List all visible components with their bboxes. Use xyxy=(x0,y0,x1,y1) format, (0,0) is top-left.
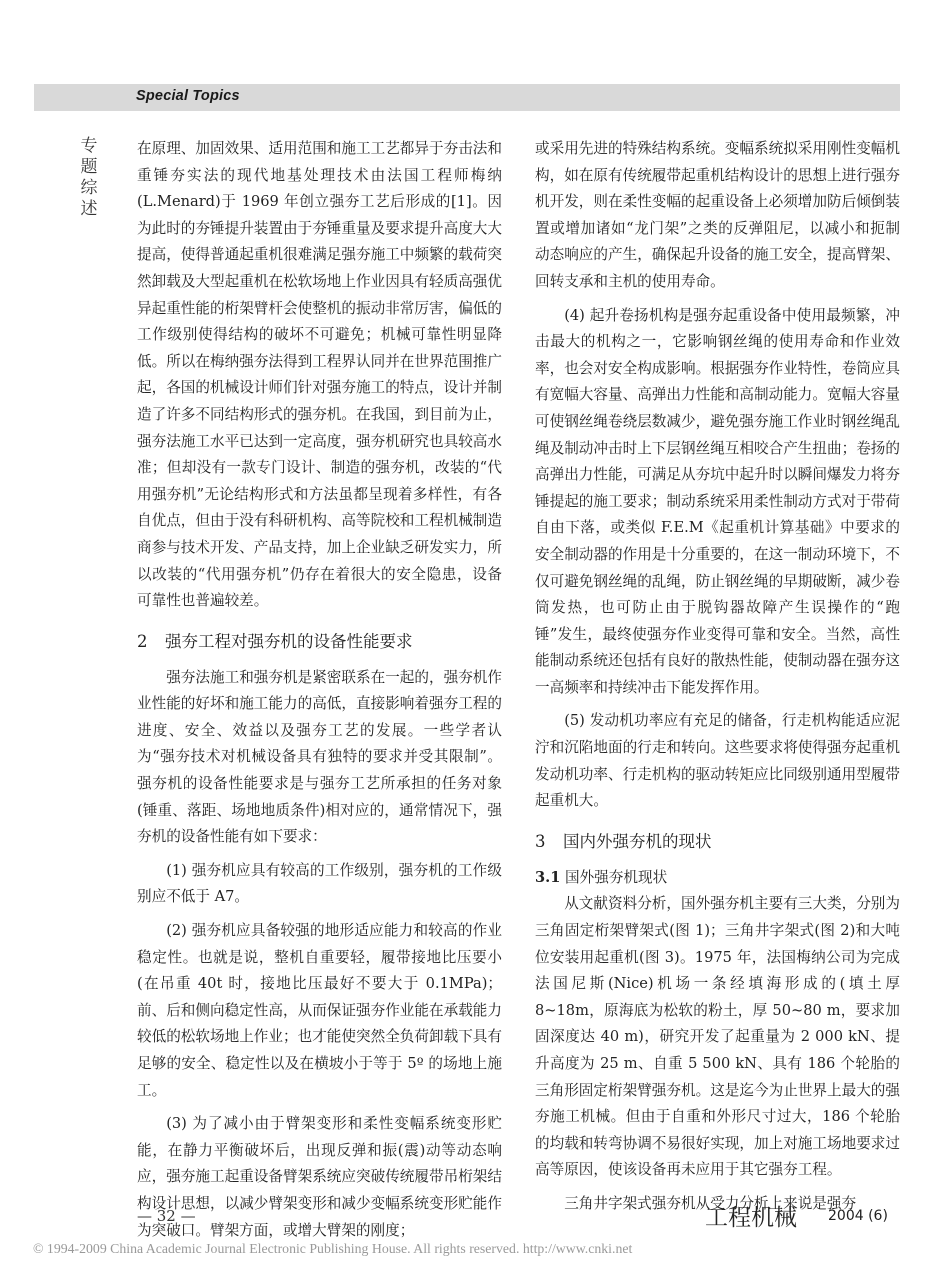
side-label-char: 专 xyxy=(80,136,98,156)
paragraph: 从文献资料分析，国外强夯机主要有三大类，分别为三角固定桁架臂架式(图 1)；三角井字架式(图 2)和大吨位安装用起重机(图 3)。1975 年，法国梅纳公司为完成法国尼斯(Nice)机场一条经填海形成的(填土厚 8~18m，原海底为松软的粉土，厚 50~80 m，要求加固深度达 40 m)，研究开发了起重量为 2 000 kN、提升高度为 25 m、自重 5 500 kN、具有 186 个轮胎的三角形固定桁架臂强夯机。这是迄今为止世界上最大的强夯施工机械。但由于自重和外形尺寸过大，186 个轮胎的均载和转弯协调不易很好实现，加上对施工场地要求过高等原因，使该设备再未应用于其它强夯工程。 xyxy=(535,895,900,1179)
requirement-item-5: (5) 发动机功率应有充足的储备，行走机构能适应泥泞和沉陷地面的行走和转向。这些要求将使得强夯起重机发动机功率、行走机构的驱动转矩应比同级别通用型履带起重机大。 xyxy=(535,712,900,810)
section-title: 国内外强夯机的现状 xyxy=(563,831,712,851)
page-number: — 32 — xyxy=(137,1207,196,1225)
section-3-heading xyxy=(535,829,900,855)
section-2-heading xyxy=(137,629,502,655)
section-title: 强夯工程对强夯机的设备性能要求 xyxy=(165,631,413,651)
subsection-3-1-heading xyxy=(535,865,900,892)
section-number: 3 xyxy=(535,831,546,851)
subsection-number: 3.1 xyxy=(535,868,561,886)
subsection-title: 国外强夯机现状 xyxy=(565,868,668,886)
journal-name: 工程机械 xyxy=(705,1205,797,1231)
paragraph: 三角井字架式强夯机从受力分析上来说是强夯 xyxy=(564,1194,857,1212)
journal-issue: 2004 (6) xyxy=(828,1208,888,1224)
running-header: Special Topics xyxy=(136,88,240,104)
side-label-char: 综 xyxy=(80,178,98,198)
copyright-notice: © 1994-2009 China Academic Journal Electronic Publishing House. All rights reserved. http://www.cnki.net xyxy=(33,1241,633,1256)
intro-paragraph: 在原理、加固效果、适用范围和施工工艺都异于夯击法和重锤夯实法的现代地基处理技术由法国工程师梅纳(L.Menard)于 1969 年创立强夯工艺后形成的[1]。因为此时的夯锤提升装置由于夯锤重量及要求提升高度大大提高，使得普通起重机很难满足强夯施工中频繁的载荷突然卸载及大型起重机在松软场地上作业因具有轻质高强优异起重性能的桁架臂杆会使整机的振动非常厉害，偏低的工作级别使得结构的破坏不可避免；机械可靠性明显降低。所以在梅纳强夯法得到工程界认同并在世界范围推广起，各国的机械设计师们针对强夯施工的特点，设计并制造了许多不同结构形式的强夯机。在我国，到目前为止，强夯法施工水平已达到一定高度，强夯机研究也具较高水准；但却没有一款专门设计、制造的强夯机，改装的“代用强夯机”无论结构形式和方法虽都呈现着多样性，有各自优点，但由于没有科研机构、高等院校和工程机械制造商参与技术开发、产品支持，加上企业缺乏研发实力，所以改装的“代用强夯机”仍存在着很大的安全隐患，设备可靠性也普遍较差。 xyxy=(137,140,502,610)
paragraph-continued: 或采用先进的特殊结构系统。变幅系统拟采用刚性变幅机构，如在原有传统履带起重机结构设计的思想上进行强夯机开发，则在柔性变幅的起重设备上必须增加防后倾倒装置或增加诸如“龙门架”之类的反弹阻尼，以减小和扼制动态响应的产生，确保起升设备的施工安全，提高臂架、回转支承和主机的使用寿命。 xyxy=(535,140,900,290)
requirement-item-3: (3) 为了减小由于臂架变形和柔性变幅系统变形贮能，在静力平衡破坏后，出现反弹和振(震)动等动态响应，强夯施工起重设备臂架系统应突破传统履带吊桁架结构设计思想，以减少臂架变形和减少变幅系统变形贮能作为突破口。臂架方面，或增大臂架的刚度； xyxy=(137,1115,502,1239)
side-label-char: 题 xyxy=(80,157,98,177)
side-label-char: 述 xyxy=(80,199,98,219)
requirement-item-4: (4) 起升卷扬机构是强夯起重设备中使用最频繁，冲击最大的机构之一，它影响钢丝绳的使用寿命和作业效率，也会对安全构成影响。根据强夯作业特性，卷筒应具有宽幅大容量、高弹出力性能和高制动能力。宽幅大容量可使钢丝绳卷绕层数减少，避免强夯施工作业时钢丝绳乱绳及制动冲击时上下层钢丝绳互相咬合产生扭曲；卷扬的高弹出力性能，可满足从夯坑中起升时以瞬间爆发力将夯锤提起的施工要求；制动系统采用柔性制动方式对于带荷自由下落，或类似 F.E.M《起重机计算基础》中要求的安全制动器的作用是十分重要的，在这一制动环境下，不仅可避免钢丝绳的乱绳，防止钢丝绳的早期破断，减少卷筒发热，也可防止由于脱钩器故障产生误操作的“跑锤”发生，最终使强夯作业变得可靠和安全。当然，高性能制动系统还包括有良好的散热性能，使制动器在强夯这一高频率和持续冲击下能发挥作用。 xyxy=(535,306,900,696)
requirement-item-1: (1) 强夯机应具有较高的工作级别，强夯机的工作级别应不低于 A7。 xyxy=(137,861,502,906)
side-section-label xyxy=(78,136,100,220)
paragraph: 强夯法施工和强夯机是紧密联系在一起的，强夯机作业性能的好坏和施工能力的高低，直接影响着强夯工程的进度、安全、效益以及强夯工艺的发展。一些学者认为“强夯技术对机械设备具有独特的要求并受其限制”。强夯机的设备性能要求是与强夯工艺所承担的任务对象(锤重、落距、场地地质条件)相对应的，通常情况下，强夯机的设备性能有如下要求： xyxy=(137,668,502,846)
requirement-item-2: (2) 强夯机应具备较强的地形适应能力和较高的作业稳定性。也就是说，整机自重要轻，履带接地比压要小(在吊重 40t 时，接地比压最好不要大于 0.1MPa)；前、后和侧向稳定性高，从而保证强夯作业能在承载能力较低的松软场地上作业；也才能使突然全负荷卸载下具有足够的安全、稳定性以及在横坡小于等于 5º 的场地上施工。 xyxy=(137,922,502,1099)
right-column xyxy=(535,136,900,1218)
left-column xyxy=(137,136,502,1244)
section-number: 2 xyxy=(137,631,148,651)
